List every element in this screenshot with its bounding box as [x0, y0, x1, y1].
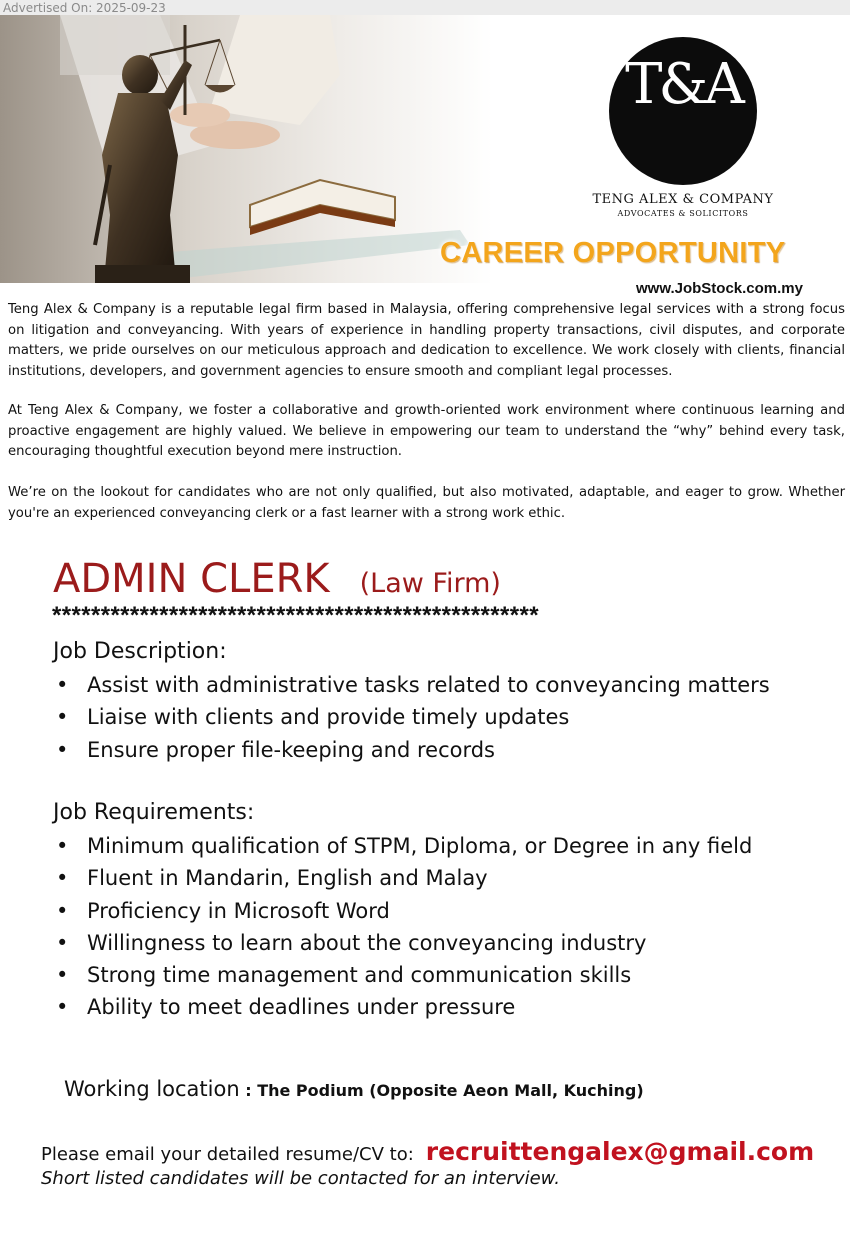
job-description-heading: Job Description:	[53, 639, 227, 664]
intro-paragraph-3: We’re on the lookout for candidates who are not only qualified, but also motivated, adaptable, and eager to grow. Whether you're an experienced conveyancing clerk or a fast learner with a strong work ethic.	[8, 485, 845, 521]
company-logo	[609, 37, 757, 185]
apply-instructions	[41, 1137, 814, 1166]
career-headline: CAREER OPPORTUNITY	[440, 237, 786, 269]
bullet-icon: •	[56, 995, 69, 1020]
bullet-icon: •	[56, 930, 69, 955]
bullet-icon: •	[56, 898, 69, 923]
bullet-icon: •	[56, 963, 69, 988]
list-item	[52, 669, 770, 701]
intro-paragraph-1: Teng Alex & Company is a reputable legal firm based in Malaysia, offering comprehensive legal services with a strong focus on litigation and conveyancing. With years of experience in handling property transactions, civil disputes, and corporate matters, we pride ourselves on our meticulous approach and dedication to excellence. We work closely with clients, financial institutions, developers, and government agencies to ensure smooth and compliant legal processes.	[8, 302, 845, 379]
company-subtitle: ADVOCATES & SOLICITORS	[617, 209, 749, 218]
list-item-text: Strong time management and communication skills	[87, 963, 632, 988]
job-requirements-list	[52, 830, 752, 1024]
job-title-sub: (Law Firm)	[359, 568, 501, 599]
list-item-text: Ensure proper file-keeping and records	[87, 737, 496, 762]
job-title	[53, 556, 501, 602]
shortlist-note: Short listed candidates will be contacted for an interview.	[41, 1168, 560, 1189]
job-title-main: ADMIN CLERK	[53, 556, 330, 602]
advertised-on-bar	[0, 0, 850, 15]
bullet-icon: •	[56, 834, 69, 858]
working-location-label: Working location	[64, 1077, 240, 1101]
list-item	[52, 830, 752, 862]
bullet-icon: •	[56, 673, 69, 697]
company-name: TENG ALEX & COMPANY	[592, 192, 774, 207]
working-location-value: : The Podium (Opposite Aeon Mall, Kuching)	[239, 1081, 644, 1100]
list-item	[52, 991, 752, 1023]
list-item	[52, 862, 752, 894]
list-item-text: Assist with administrative tasks related to conveyancing matters	[87, 673, 770, 697]
list-item-text: Willingness to learn about the conveyancing industry	[87, 930, 647, 955]
working-location	[64, 1077, 644, 1101]
website-link[interactable]: www.JobStock.com.my	[636, 280, 803, 297]
list-item	[52, 734, 770, 766]
apply-email-link[interactable]: recruittengalex@gmail.com	[425, 1137, 815, 1166]
career-banner	[0, 15, 850, 297]
job-requirements-heading: Job Requirements:	[53, 800, 255, 825]
list-item-text: Proficiency in Microsoft Word	[87, 898, 390, 923]
list-item	[52, 895, 752, 927]
list-item	[52, 701, 770, 733]
list-item	[52, 927, 752, 959]
advertised-on-label: Advertised On: 2025-09-23	[3, 1, 166, 15]
list-item-text: Minimum qualification of STPM, Diploma, or Degree in any field	[87, 834, 753, 858]
list-item-text: Liaise with clients and provide timely updates	[87, 705, 570, 730]
apply-prompt: Please email your detailed resume/CV to:	[41, 1144, 414, 1165]
bullet-icon: •	[56, 737, 69, 762]
bullet-icon: •	[56, 866, 69, 891]
list-item	[52, 959, 752, 991]
list-item-text: Ability to meet deadlines under pressure	[87, 995, 516, 1020]
asterisk-divider: **************************************************	[52, 602, 539, 629]
job-description-list	[52, 669, 770, 766]
logo-monogram: T&A	[625, 52, 741, 117]
bullet-icon: •	[56, 705, 69, 730]
list-item-text: Fluent in Mandarin, English and Malay	[87, 866, 488, 891]
intro-paragraph-2: At Teng Alex & Company, we foster a collaborative and growth-oriented work environment where continuous learning and proactive engagement are highly valued. We believe in empowering our team to understand the “why” behind every task, encouraging thoughtful execution beyond mere instruction.	[8, 403, 845, 460]
